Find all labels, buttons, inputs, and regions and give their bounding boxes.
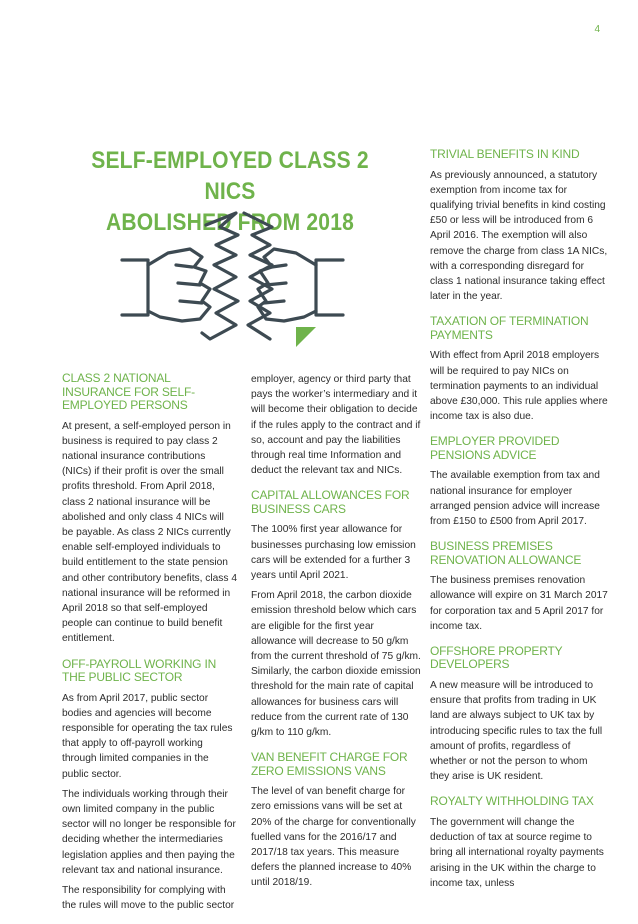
section-heading: OFFSHORE PROPERTY DEVELOPERS [430, 643, 563, 672]
paragraph: employer, agency or third party that pays the worker’s intermediary and it will become their obligation to decide if the rules apply to the contract and if so, account and pay the liabilities through real time Information and deduct the relevant tax and NICs. [251, 374, 421, 477]
paragraph: The 100% first year allowance for businesses purchasing low emission cars will be extended for a further 3 years until April 2021. [251, 524, 416, 582]
section-heading: TRIVIAL BENEFITS IN KIND [430, 147, 580, 161]
section-heading: CLASS 2 NATIONAL INSURANCE FOR SELF-EMPLOYED PERSONS [62, 371, 195, 412]
page-title-line1: SELF-EMPLOYED CLASS 2 NICS [91, 147, 369, 205]
paragraph: At present, a self-employed person in business is required to pay class 2 national insurance contributions (NICs) if their profit is over the small profits threshold. From April 2018, class 2 national insurance will be abolished and only class 4 NICs will be payable. As class 2 NICs currently enable self-employed individuals to build entitlement to the state pension and other contributory benefits, class 4 national insurance will be reformed in April 2018 so that self-employed people can continue to build benefit entitlement. [62, 420, 237, 645]
section-pensions-advice [430, 435, 608, 529]
paragraph: The business premises renovation allowance will expire on 31 March 2017 for corporation tax and 5 April 2017 for income tax. [430, 575, 608, 632]
page-number: 4 [594, 24, 600, 35]
paragraph: The level of van benefit charge for zero emissions vans will be set at 20% of the charge for conventionally fuelled vans for the 2016/17 and 2017/18 tax years. This measure defers the planned increase to 40% until 2018/19. [251, 786, 416, 889]
column-2 [251, 372, 421, 902]
paragraph: The responsibility for complying with the rules will move to the public sector [62, 884, 235, 912]
paragraph: A new measure will be introduced to ensure that profits from trading in UK land are always subject to UK tax by introducing specific rules to tax the full amount of profits, regardless of whether or not the person to whom they arise is UK resident. [430, 679, 603, 783]
section-class2 [62, 372, 237, 647]
paragraph: From April 2018, the carbon dioxide emission threshold below which cars are eligible for the first year allowance will decrease to 50 g/km from the current threshold of 75 g/km. Similarly, the carbon dioxide emission threshold for the main rate of capital allowances for business cars will reduce from the current rate of 130 g/km to 110 g/km. [251, 590, 421, 739]
column-1 [62, 372, 237, 924]
section-offshore-property [430, 645, 608, 784]
section-trivial-benefits [430, 148, 608, 304]
section-capital-allowances [251, 489, 421, 740]
section-heading: BUSINESS PREMISES RENOVATION ALLOWANCE [430, 539, 582, 567]
page-title-line2: ABOLISHED FROM 2018 [106, 209, 354, 236]
section-van-benefit [251, 751, 421, 890]
breaking-chain-hands-illustration [120, 205, 345, 365]
paragraph: The government will change the deduction of tax at source regime to bring all international royalty payments arising in the UK within the charge to income tax, unless [430, 816, 604, 889]
section-royalty-withholding [430, 795, 608, 891]
left-chain-shape [202, 213, 238, 339]
section-termination-payments [430, 315, 608, 424]
section-heading: ROYALTY WITHHOLDING TAX [430, 794, 594, 809]
section-continuation [251, 372, 421, 478]
paragraph: As previously announced, a statutory exemption from income tax for qualifying trivial benefits in kind costing £50 or less will be introduced from 6 April 2016. The exemption will also remove the charge from class 1A NICs, with a corresponding disregard for class 1 national insurance taking effect later in the year. [430, 169, 608, 303]
section-heading: OFF-PAYROLL WORKING IN THE PUBLIC SECTOR [62, 656, 217, 685]
section-business-premises [430, 540, 608, 634]
paragraph: As from April 2017, public sector bodies and agencies will become responsible for operating the tax rules that apply to off-payroll working through limited companies in the public sector. [62, 692, 233, 780]
section-off-payroll [62, 658, 237, 914]
column-3 [430, 148, 608, 902]
section-heading: TAXATION OF TERMINATION PAYMENTS [430, 314, 589, 342]
section-heading: EMPLOYER PROVIDED PENSIONS ADVICE [430, 434, 560, 462]
paragraph: The individuals working through their own limited company in the public sector will no longer be responsible for deciding whether the intermediaries legislation applies and then paying the relevant tax and national insurance. [62, 788, 236, 876]
paragraph: The available exemption from tax and national insurance for employer arranged pension advice will increase from £150 to £500 from April 2017. [430, 470, 600, 527]
section-heading: CAPITAL ALLOWANCES FOR BUSINESS CARS [251, 488, 410, 516]
section-heading: VAN BENEFIT CHARGE FOR ZERO EMISSIONS VANS [251, 750, 408, 778]
right-sleeve-shape [316, 260, 343, 315]
left-sleeve-shape [122, 260, 148, 315]
green-corner-triangle [296, 327, 316, 347]
paragraph: With effect from April 2018 employers will be required to pay NICs on termination payments to an individual above £30,000. This rule applies where income tax is also due. [430, 350, 608, 423]
